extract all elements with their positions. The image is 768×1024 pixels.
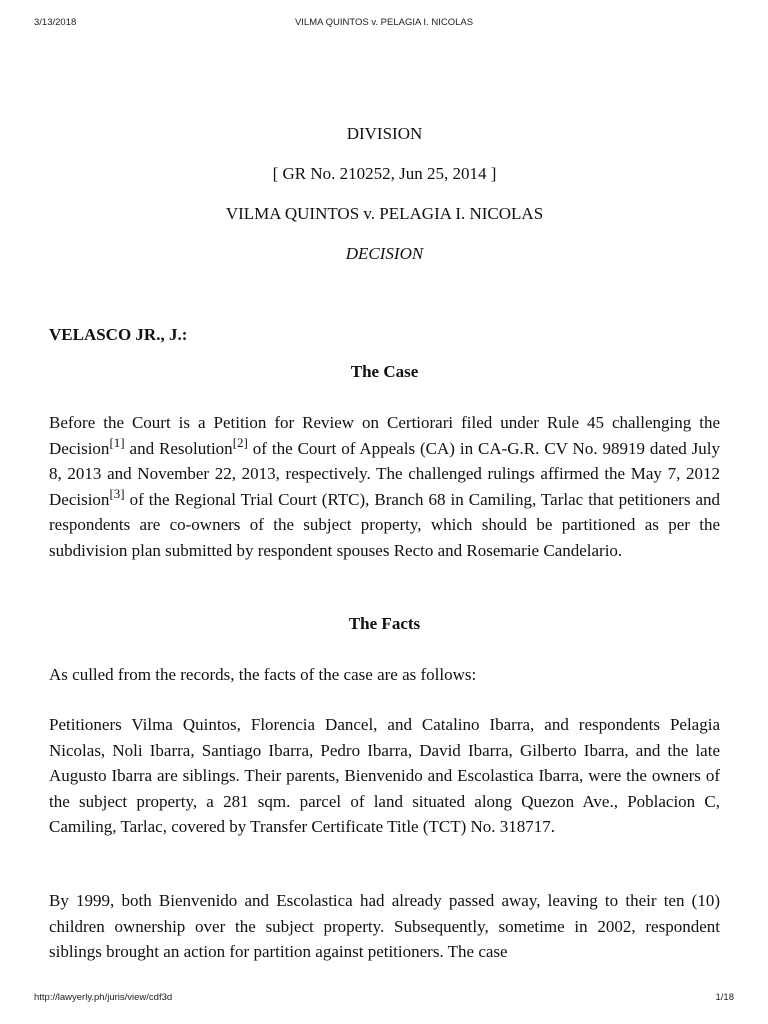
gr-number: [ GR No. 210252, Jun 25, 2014 ]	[272, 164, 497, 183]
print-title: VILMA QUINTOS v. PELAGIA I. NICOLAS	[294, 17, 474, 28]
footnote-link-2[interactable]: [2]	[232, 434, 248, 450]
paragraph-facts-intro: As culled from the records, the facts of the case are as follows:	[49, 665, 477, 684]
paragraph-case-summary	[49, 410, 720, 563]
footnote-link-1[interactable]: [1]	[109, 434, 125, 450]
heading-the-case: The Case	[350, 362, 419, 381]
p1-text-d: of the Regional Trial Court (RTC), Branch 68 in Camiling, Tarlac that petitioners and respondents are co-owners of the subject property, which should be partitioned as per the subdivision plan submitted by respondent spouses Recto and Rosemarie Candelario.	[49, 489, 720, 560]
print-footer	[34, 992, 734, 1006]
p1-text-b: and Resolution	[124, 438, 233, 458]
heading-the-facts: The Facts	[348, 614, 421, 633]
p1-text-c: of the Court of Appeals (CA) in CA-G.R. CV No. 98919 dated July 8, 2013 and November 22, 2013, respectively. The challenged rulings affirmed the May 7, 2012 Decision	[49, 438, 721, 509]
ponente: VELASCO JR., J.:	[49, 325, 188, 344]
source-url[interactable]: http://lawyerly.ph/juris/view/cdf3d	[34, 992, 173, 1003]
p1-text-a: Before the Court is a Petition for Review on Certiorari filed under Rule 45 challenging the Decision	[49, 413, 720, 458]
print-header	[34, 17, 734, 31]
page-number: 1/18	[715, 992, 734, 1003]
footnote-link-3[interactable]: [3]	[109, 485, 125, 501]
division-heading: DIVISION	[346, 124, 423, 143]
case-parties: VILMA QUINTOS v. PELAGIA I. NICOLAS	[225, 204, 544, 223]
paragraph-partition-action: By 1999, both Bienvenido and Escolastica had already passed away, leaving to their ten (10) children ownership over the subject property. Subsequently, sometime in 2002, respondent siblings brought an action for partition against petitioners. The case	[49, 891, 720, 961]
print-date: 3/13/2018	[34, 17, 77, 28]
decision-label: DECISION	[345, 244, 424, 263]
paragraph-parties: Petitioners Vilma Quintos, Florencia Dancel, and Catalino Ibarra, and respondents Pelagia Nicolas, Noli Ibarra, Santiago Ibarra, Pedro Ibarra, David Ibarra, Gilberto Ibarra, and the late Augusto Ibarra are siblings. Their parents, Bienvenido and Escolastica Ibarra, were the owners of the subject property, a 281 sqm. parcel of land situated along Quezon Ave., Poblacion C, Camiling, Tarlac, covered by Transfer Certificate Title (TCT) No. 318717.	[49, 715, 720, 836]
